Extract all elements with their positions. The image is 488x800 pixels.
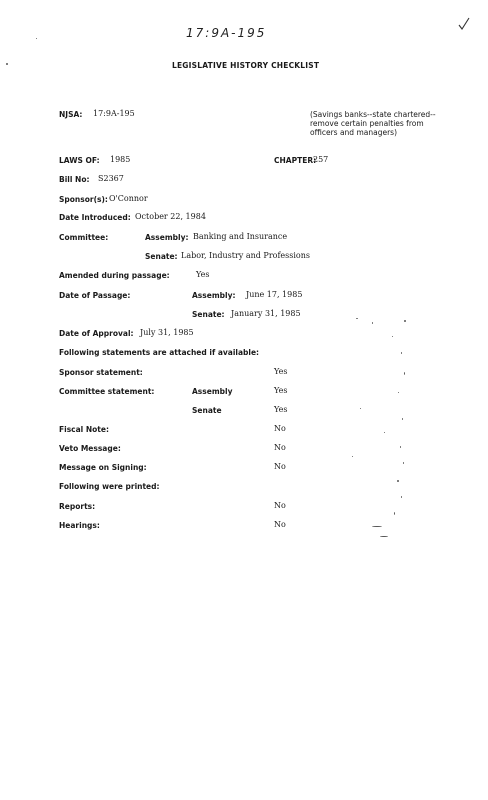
sponsors-label: Sponsor(s):	[59, 195, 108, 204]
date-of-passage-label: Date of Passage:	[59, 291, 131, 300]
amended-value: Yes	[196, 270, 210, 279]
reports-value: No	[274, 501, 286, 510]
bill-no-label: Bill No:	[59, 175, 90, 184]
committee-senate-label: Senate:	[145, 252, 178, 261]
committee-assembly-label: Assembly:	[145, 233, 189, 242]
bill-no-value: S2367	[98, 174, 124, 183]
page-title: LEGISLATIVE HISTORY CHECKLIST	[172, 61, 320, 70]
laws-of-value: 1985	[110, 155, 131, 164]
fiscal-note-label: Fiscal Note:	[59, 425, 109, 434]
veto-message-label: Veto Message:	[59, 444, 121, 453]
njsa-value: 17:9A-195	[93, 109, 135, 118]
date-of-approval-value: July 31, 1985	[140, 328, 194, 337]
sponsor-statement-label: Sponsor statement:	[59, 368, 143, 377]
message-on-signing-label: Message on Signing:	[59, 463, 147, 472]
committee-assembly-value: Banking and Insurance	[193, 232, 288, 241]
sponsors-value: O'Connor	[109, 194, 148, 203]
fiscal-note-value: No	[274, 424, 286, 433]
committee-statement-label: Committee statement:	[59, 387, 155, 396]
chapter-value: 257	[313, 155, 329, 164]
reports-label: Reports:	[59, 502, 96, 511]
date-of-approval-label: Date of Approval:	[59, 329, 134, 338]
hearings-label: Hearings:	[59, 521, 100, 530]
njsa-label: NJSA:	[59, 110, 83, 119]
handwritten-statute-number: 17:9A-195	[186, 26, 267, 40]
passage-assembly-value: June 17, 1985	[246, 290, 303, 299]
statements-header: Following statements are attached if available:	[59, 348, 260, 357]
sponsor-statement-value: Yes	[274, 367, 288, 376]
passage-senate-label: Senate:	[192, 310, 225, 319]
committee-statement-senate-label: Senate	[192, 406, 222, 415]
hearings-value: No	[274, 520, 286, 529]
passage-assembly-label: Assembly:	[192, 291, 236, 300]
message-on-signing-value: No	[274, 462, 286, 471]
date-introduced-label: Date Introduced:	[59, 213, 131, 222]
committee-senate-value: Labor, Industry and Professions	[181, 251, 310, 260]
date-introduced-value: October 22, 1984	[135, 212, 206, 221]
committee-statement-assembly-label: Assembly	[192, 387, 233, 396]
chapter-label: CHAPTER:	[274, 156, 317, 165]
passage-senate-value: January 31, 1985	[231, 309, 301, 318]
committee-statement-assembly-value: Yes	[274, 386, 288, 395]
printed-header: Following were printed:	[59, 482, 160, 491]
committee-statement-senate-value: Yes	[274, 405, 288, 414]
bill-description: (Savings banks--state chartered--remove certain penalties from officers and managers)	[310, 110, 436, 137]
amended-label: Amended during passage:	[59, 271, 170, 280]
committee-label: Committee:	[59, 233, 109, 242]
laws-of-label: LAWS OF:	[59, 156, 100, 165]
check-mark-icon	[458, 16, 470, 30]
veto-message-value: No	[274, 443, 286, 452]
